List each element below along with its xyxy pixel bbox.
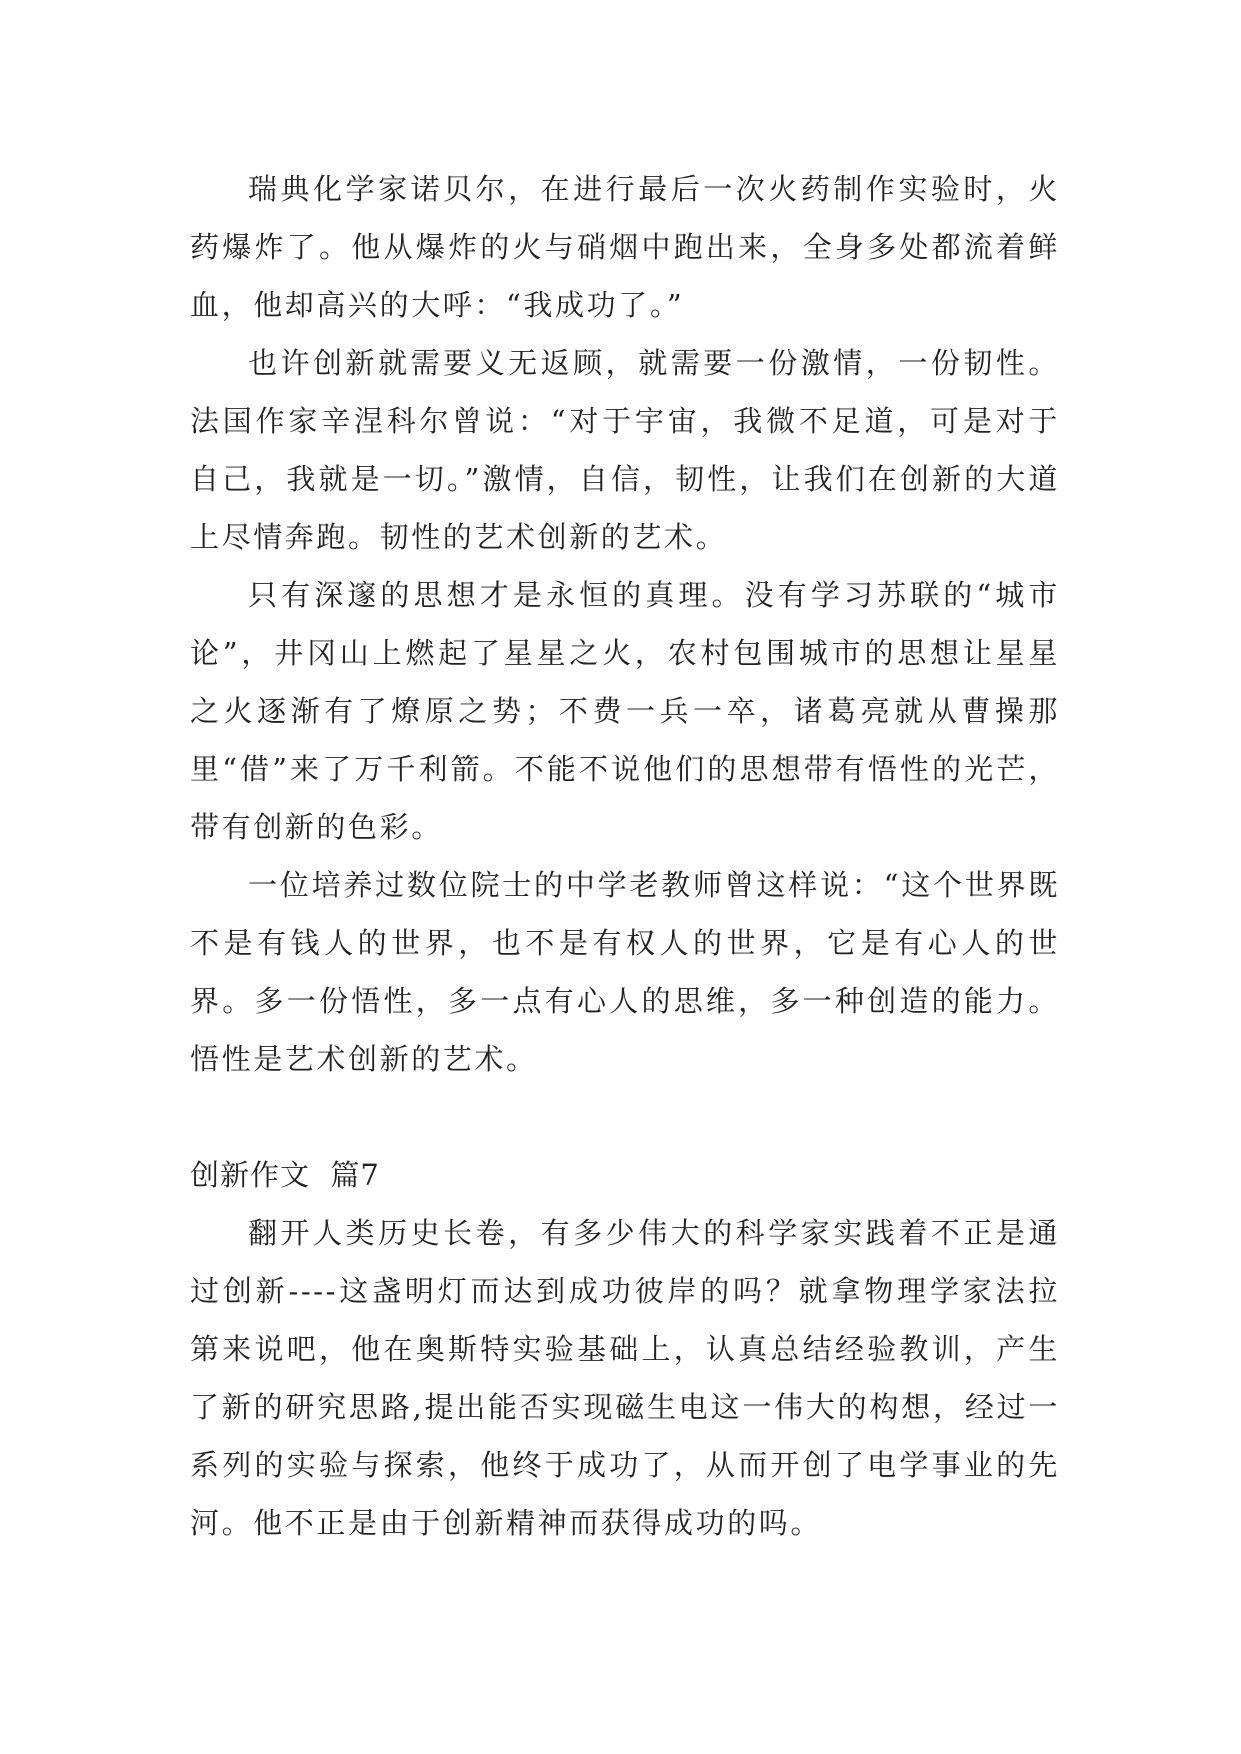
paragraph-faraday: 翻开人类历史长卷，有多少伟大的科学家实践着不正是通过创新----这盏明灯而达到成功彼岸的吗？就拿物理学家法拉第来说吧，他在奥斯特实验基础上，认真总结经验教训，产生了新的研究思路,提出能否实现磁生电这一伟大的构想，经过一系列的实验与探索，他终于成功了，从而开创了电学事业的先河。他不正是由于创新精神而获得成功的吗。 <box>190 1216 1060 1540</box>
paragraph-teacher: 一位培养过数位院士的中学老教师曾这样说：“这个世界既不是有钱人的世界，也不是有权人的世界，它是有心人的世界。多一份悟性，多一点有心人的思维，多一种创造的能力。悟性是艺术创新的艺术。 <box>190 868 1060 1076</box>
paragraph-nobel: 瑞典化学家诺贝尔，在进行最后一次火药制作实验时，火药爆炸了。他从爆炸的火与硝烟中跑出来，全身多处都流着鲜血，他却高兴的大呼：“我成功了。” <box>190 172 1060 322</box>
paragraph-passion: 也许创新就需要义无返顾，就需要一份激情，一份韧性。法国作家辛涅科尔曾说：“对于宇宙，我微不足道，可是对于自己，我就是一切。”激情，自信，韧性，让我们在创新的大道上尽情奔跑。韧性的艺术创新的艺术。 <box>190 346 1060 554</box>
section-heading: 创新作文 篇7 <box>190 1158 380 1192</box>
paragraph-thought: 只有深邃的思想才是永恒的真理。没有学习苏联的“城市论”，井冈山上燃起了星星之火，农村包围城市的思想让星星之火逐渐有了燎原之势；不费一兵一卒，诸葛亮就从曹操那里“借”来了万千利箭。不能不说他们的思想带有悟性的光芒，带有创新的色彩。 <box>190 578 1060 844</box>
document-body <box>190 160 1060 1552</box>
